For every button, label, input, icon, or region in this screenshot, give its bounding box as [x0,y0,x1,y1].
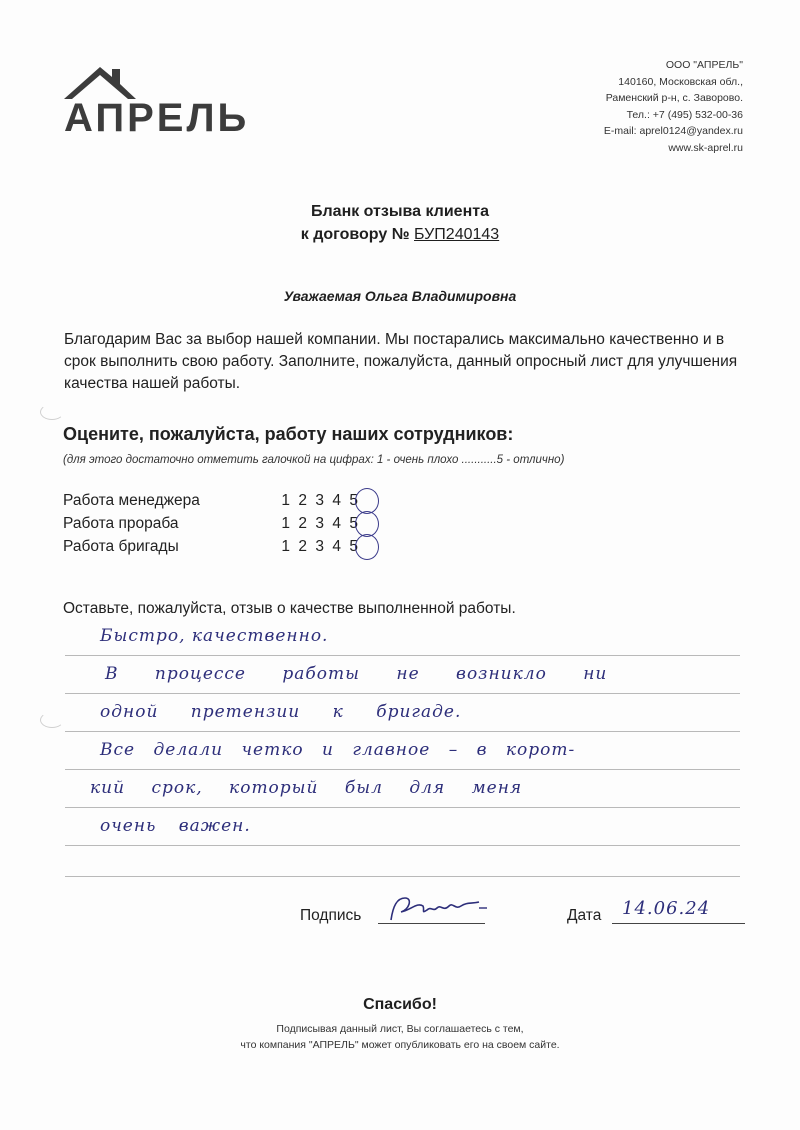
rating-option-2[interactable]: 2 [298,538,307,555]
handwritten-feedback-line: Все делали четко и главное – в корот- [100,740,576,760]
rating-option-5-selected[interactable]: 5 [349,492,358,509]
company-phone: Тел.: +7 (495) 532-00-36 [626,108,743,121]
date-line [612,923,745,924]
rating-option-5-selected[interactable]: 5 [349,538,358,555]
rating-label: Работа менеджера [63,492,200,509]
rating-row-foreman [63,515,366,533]
consent-note-line2: что компания "АПРЕЛЬ" может опубликовать его на своем сайте. [240,1039,560,1051]
consent-note-line1: Подписывая данный лист, Вы соглашаетесь с тем, [276,1023,524,1035]
signature-label: Подпись [300,907,362,924]
punch-hole [40,712,64,728]
form-title-line2 [0,223,800,246]
contract-prefix: к договору № [300,226,410,243]
handwritten-signature [383,892,493,926]
handwritten-date: 14.06.24 [622,898,711,919]
rating-heading: Оцените, пожалуйста, работу наших сотрудников: [63,424,514,444]
rating-option-4[interactable]: 4 [332,515,341,532]
company-website: www.sk-aprel.ru [668,141,743,154]
rating-row-crew [63,538,366,556]
form-title-line1: Бланк отзыва клиента [311,203,489,220]
ruled-line [65,693,740,694]
intro-paragraph: Благодарим Вас за выбор нашей компании. Мы постарались максимально качественно и в срок выполнить свою работу. Заполните, пожалуйста, данный опросный лист для улучшения качества нашей работы. [64,331,738,392]
handwritten-feedback-line: одной претензии к бригаде. [100,702,462,722]
rating-hint: (для этого достаточно отметить галочкой на цифрах: 1 - очень плохо ...........5 - отлично) [63,454,565,466]
ruled-line [65,807,740,808]
contract-number: БУП240143 [414,226,500,243]
company-email: E-mail: aprel0124@yandex.ru [603,125,743,137]
rating-row-manager [63,492,366,510]
company-address-1: 140160, Московская обл., [618,75,743,88]
company-name: ООО "АПРЕЛЬ" [665,59,743,71]
ruled-line [65,845,740,846]
rating-option-5-selected[interactable]: 5 [349,515,358,532]
rating-option-3[interactable]: 3 [315,492,324,509]
ruled-line [65,731,740,732]
ruled-line [65,655,740,656]
greeting: Уважаемая Ольга Владимировна [283,288,517,304]
rating-option-1[interactable]: 1 [281,515,290,532]
company-address-2: Раменский р-н, с. Заворово. [605,92,743,104]
handwritten-feedback-line: Быстро, качественно. [100,626,329,646]
rating-label: Работа прораба [63,515,179,532]
rating-option-1[interactable]: 1 [281,538,290,555]
ruled-line [65,876,740,877]
rating-option-3[interactable]: 3 [315,538,324,555]
date-label: Дата [567,907,602,924]
punch-hole [40,404,64,420]
rating-option-4[interactable]: 4 [332,492,341,509]
rating-label: Работа бригады [63,538,179,555]
selection-circle-mark [355,534,379,560]
company-logo-text: АПРЕЛЬ [64,96,250,140]
consent-note [0,1021,800,1053]
handwritten-feedback-line: В процессе работы не возникло ни [105,664,608,684]
feedback-question: Оставьте, пожалуйста, отзыв о качестве выполненной работы. [63,600,516,617]
rating-option-1[interactable]: 1 [281,492,290,509]
ruled-line [65,769,740,770]
rating-option-3[interactable]: 3 [315,515,324,532]
handwritten-feedback-line: кий срок, который был для меня [90,778,523,798]
rating-option-4[interactable]: 4 [332,538,341,555]
rating-option-2[interactable]: 2 [298,492,307,509]
company-contacts [604,57,743,156]
thanks-heading: Спасибо! [363,996,437,1013]
rating-option-2[interactable]: 2 [298,515,307,532]
handwritten-feedback-line: очень важен. [100,816,251,836]
form-title [0,200,800,246]
